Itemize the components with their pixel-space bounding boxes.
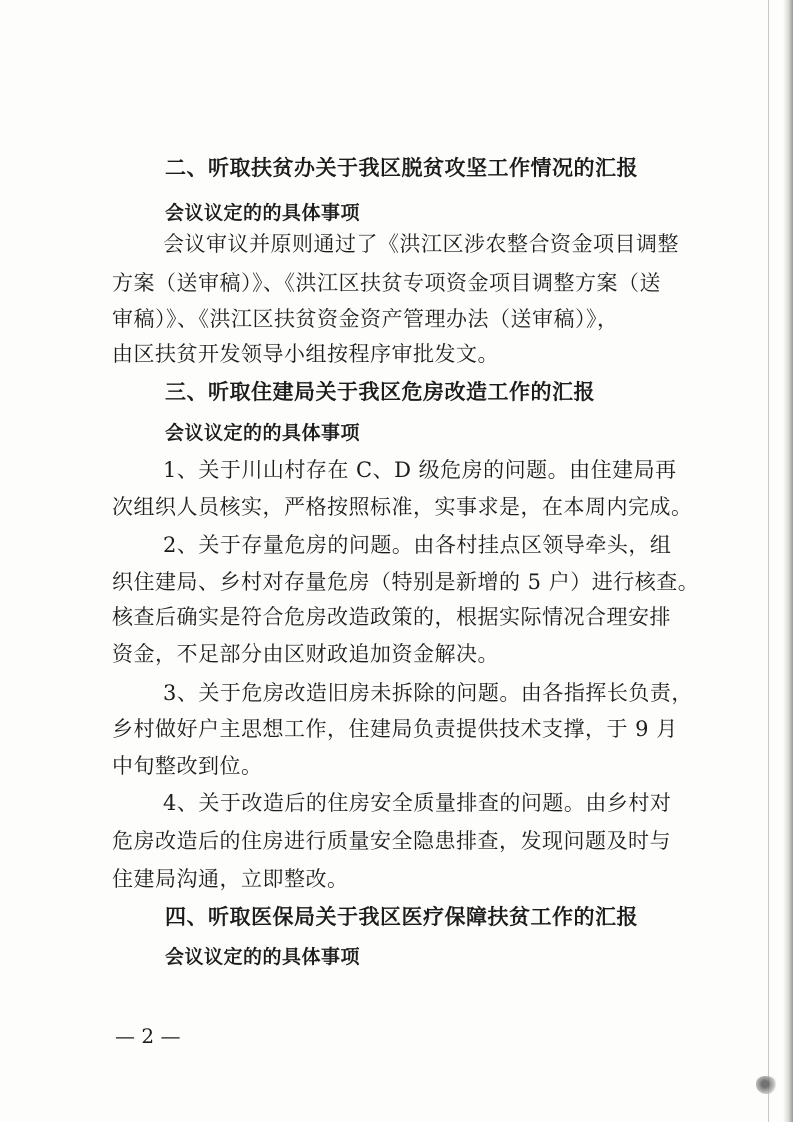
paragraph-line: 中旬整改到位。 (112, 754, 263, 778)
paragraph-line: 次组织人员核实，严格按照标准，实事求是，在本周内完成。 (112, 495, 693, 519)
page-edge-line (768, 0, 769, 1122)
page-number: — 2 — (115, 1024, 181, 1048)
section-heading-3: 三、听取住建局关于我区危房改造工作的汇报 (165, 379, 595, 404)
section-subheading-4: 会议议定的的具体事项 (165, 946, 361, 968)
paragraph-line: 会议审议并原则通过了《洪江区涉农整合资金项目调整 (163, 232, 679, 256)
paragraph-line: 危房改造后的住房进行质量安全隐患排查，发现问题及时与 (112, 829, 671, 853)
paragraph-line: 4、关于改造后的住房安全质量排查的问题。由乡村对 (163, 791, 672, 815)
paragraph-line: 核查后确实是符合危房改造政策的，根据实际情况合理安排 (112, 605, 671, 629)
paragraph-line: 住建局沟通，立即整改。 (112, 867, 349, 891)
paragraph-line: 审稿）》、《洪江区扶贫资金资产管理办法（送审稿）》， (112, 307, 619, 331)
section-heading-2: 二、听取扶贫办关于我区脱贫攻坚工作情况的汇报 (165, 155, 638, 180)
paragraph-line: 乡村做好户主思想工作，住建局负责提供技术支撑，于 9 月 (112, 717, 678, 741)
paragraph-line: 由区扶贫开发领导小组按程序审批发文。 (112, 342, 499, 366)
paragraph-line: 资金，不足部分由区财政追加资金解决。 (112, 642, 499, 666)
section-subheading-2: 会议议定的的具体事项 (165, 202, 361, 224)
paragraph-line: 织住建局、乡村对存量危房（特别是新增的 5 户）进行核查。 (112, 570, 700, 594)
paragraph-line: 方案（送审稿）》、《洪江区扶贫专项资金项目调整方案（送 (112, 271, 661, 295)
paragraph-line: 1、关于川山村存在 C、D 级危房的问题。由住建局再 (163, 458, 677, 482)
section-heading-4: 四、听取医保局关于我区医疗保障扶贫工作的汇报 (165, 904, 638, 929)
page-edge-shadow (783, 0, 793, 1122)
scan-mark (756, 1076, 778, 1094)
section-subheading-3: 会议议定的的具体事项 (165, 422, 361, 444)
paragraph-line: 2、关于存量危房的问题。由各村挂点区领导牵头，组 (163, 533, 672, 557)
paragraph-line: 3、关于危房改造旧房未拆除的问题。由各指挥长负责， (163, 681, 693, 705)
